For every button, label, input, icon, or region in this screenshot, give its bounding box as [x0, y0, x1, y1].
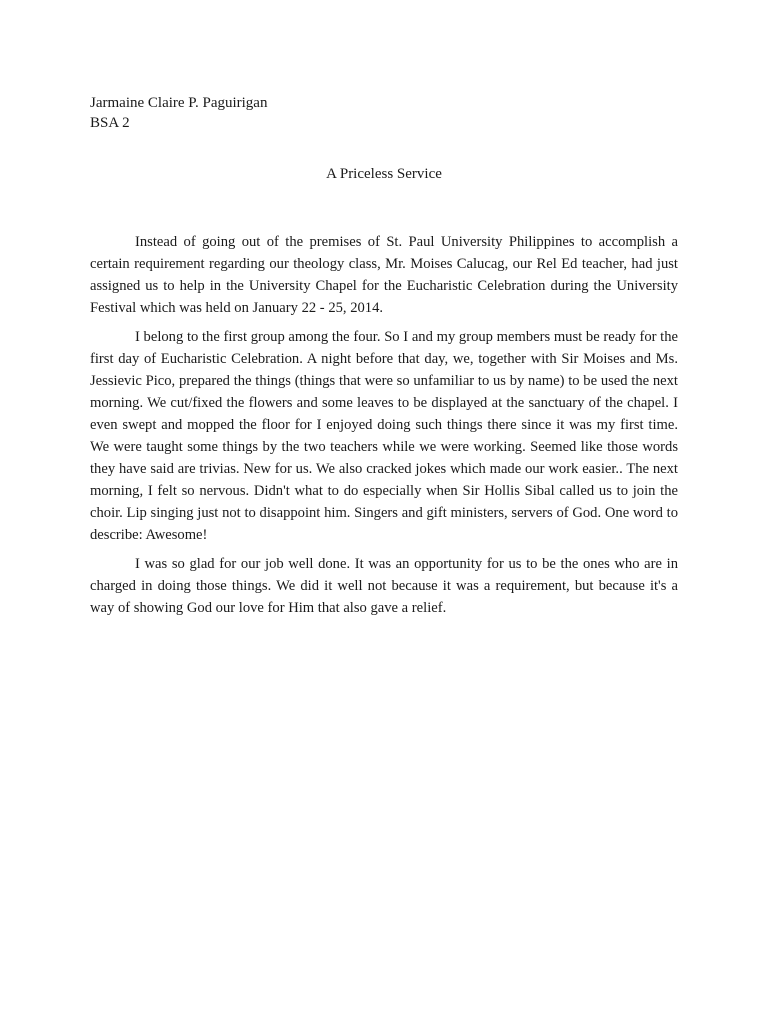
document-title: A Priceless Service — [326, 166, 442, 182]
document-body — [90, 231, 678, 626]
author-name: Jarmaine Claire P. Paguirigan — [90, 95, 268, 111]
paragraph-1: Instead of going out of the premises of St. Paul University Philippines to accomplish a certain requirement regarding our theology class, Mr. Moises Calucag, our Rel Ed teacher, had just assigned us to help in the University Chapel for the Eucharistic Celebration during the University Festival which was held on January 22 - 25, 2014. — [90, 234, 678, 316]
paragraph-3: I was so glad for our job well done. It was an opportunity for us to be the ones who are in charged in doing those things. We did it well not because it was a requirement, but because it's a way of showing God our love for Him that also gave a relief. — [90, 556, 678, 616]
author-header — [90, 93, 267, 133]
course-label: BSA 2 — [90, 115, 130, 131]
paragraph-2: I belong to the first group among the four. So I and my group members must be ready for the first day of Eucharistic Celebration. A night before that day, we, together with Sir Moises and Ms. Jessievic Pico, prepared the things (things that were so unfamiliar to us by name) to be used the next morning. We cut/fixed the flowers and some leaves to be displayed at the sanctuary of the chapel. I even swept and mopped the floor for I enjoyed doing such things there since it was my first time. We were taught some things by the two teachers while we were working. Seemed like those words they have said are trivias. New for us. We also cracked jokes which made our work easier.. The next morning, I felt so nervous. Didn't what to do especially when Sir Hollis Sibal called us to join the choir. Lip singing just not to disappoint him. Singers and gift ministers, servers of God. One word to describe: Awesome! — [90, 329, 678, 543]
